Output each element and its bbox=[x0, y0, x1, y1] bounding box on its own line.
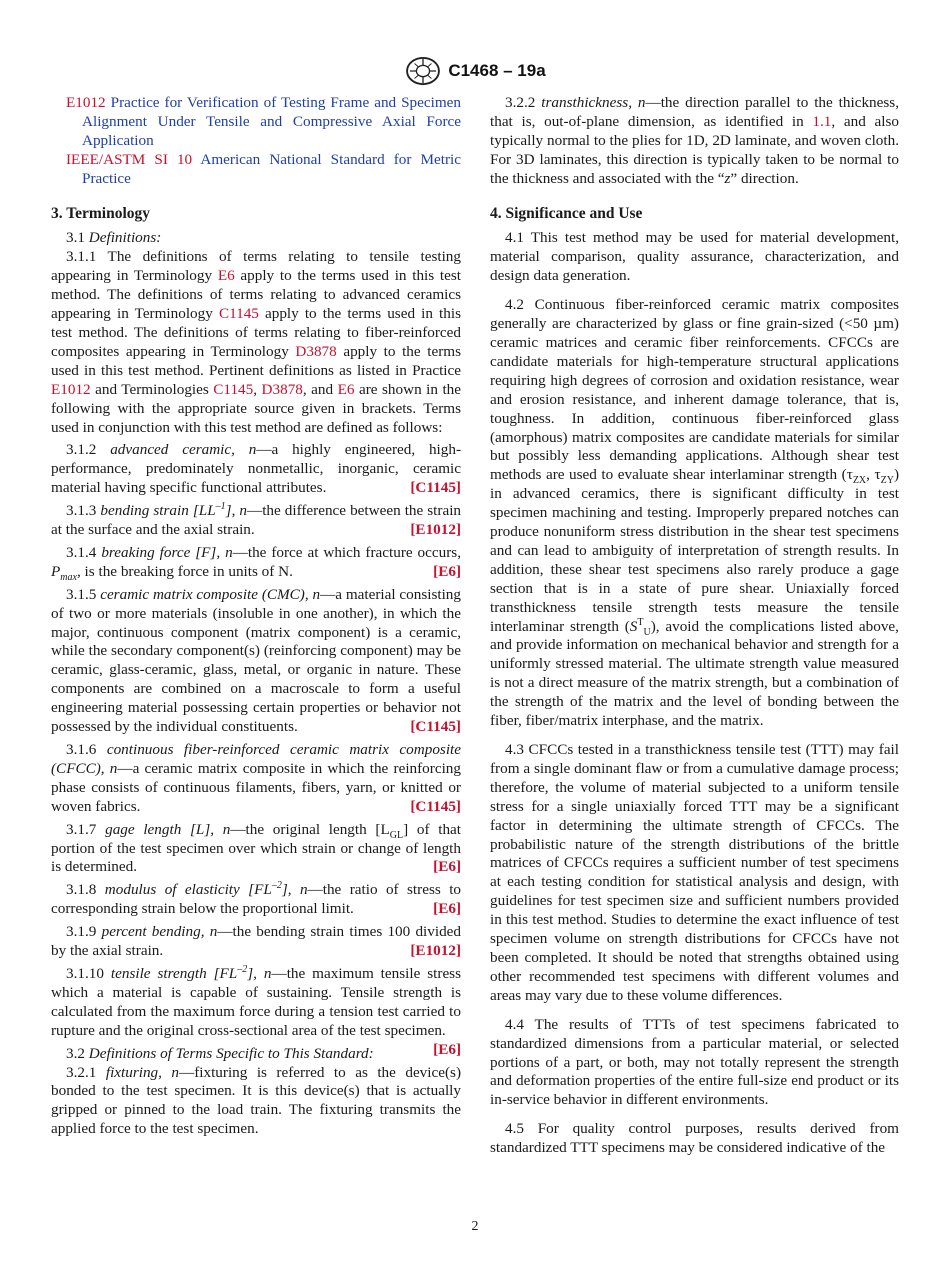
ref-code-link[interactable]: E1012 bbox=[66, 94, 106, 111]
para-3-1-10: 3.1.10 tensile strength $[FL^{-2}]$, n—the maximum tensile stress which a material is capable of sustaining. Tensile strength is calculated from the maximum force during a tension test carried to rupture and the original cross-sectional area of the test specimen. [E6] bbox=[51, 963, 462, 1058]
para-4-3: 4.3 CFCCs tested in a transthickness tensile test (TTT) may fail from a single dominant flaw or from a cumulative damage process; therefore, the volume of material subjected to a uniform tensile stress for a single uniaxially forced TTT may be a significant factor in determining the ultimate strength of CFCCs. The probabilistic nature of the strength distributions of the brittle matrices of CFCCs requires a sufficient number of test specimens at each testing condition for statistical analysis and design, with guidelines for test specimen size and sufficient numbers provided in this test method. Studies to determine the exact influence of test specimen volume on strength distributions for CFCCs have not been completed. It should be noted that strengths obtained using other recommended test specimens with different volumes and areas may vary due to these volume differences. bbox=[490, 741, 899, 1004]
designation: C1468 – 19a bbox=[448, 61, 546, 80]
source-link[interactable]: [C1145] bbox=[410, 718, 461, 736]
source-link[interactable]: [E6] bbox=[433, 1040, 461, 1058]
para-3-1-1: 3.1.1 The definitions of terms relating to tensile testing appearing in Terminology E6 apply to the terms used in this test method. The definitions of terms relating to advanced ceramics appearing in Terminology C1145 apply to the terms used in this test method. The definitions of terms relating to fiber-reinforced composites appearing in Terminology D3878 apply to the terms used in this test method. Pertinent definitions as listed in Practice E1012 and Terminologies C1145, D3878, and E6 are shown in the following with the appropriate source given in brackets. Terms used in conjunction with this test method are defined as follows: bbox=[51, 248, 462, 436]
source-link[interactable]: [C1145] bbox=[410, 479, 461, 497]
source-link[interactable]: [E6] bbox=[433, 900, 461, 918]
page-header bbox=[0, 55, 950, 87]
source-link[interactable]: [C1145] bbox=[410, 797, 461, 815]
link-e6[interactable]: E6 bbox=[217, 267, 235, 285]
para-3-1-9: 3.1.9 percent bending, n—the bending strain times 100 divided by the axial strain. [E1012] bbox=[51, 923, 462, 960]
page-number: 2 bbox=[471, 1219, 479, 1234]
para-3-1-4: 3.1.4 breaking force [F], n—the force at which fracture occurs, $P_{max}$, is the breaking force in units of N. [E6] bbox=[51, 543, 461, 583]
link-e6[interactable]: E6 bbox=[337, 380, 355, 398]
reference-si10 bbox=[51, 151, 461, 189]
para-3-1: 3.1 Definitions: bbox=[66, 229, 162, 247]
ref-code-link[interactable]: IEEE/ASTM SI 10 bbox=[66, 150, 193, 168]
para-3-1-3: 3.1.3 bending strain $[LL^{-1}]$, n—the difference between the strain at the surface and the axial strain. [E1012] bbox=[51, 501, 462, 539]
para-3-1-6: 3.1.6 continuous fiber-reinforced ceramic matrix composite (CFCC), n—a ceramic matrix composite in which the reinforcing phase consists of continuous filaments, fibers, yarn, or knitted or woven fabrics. [C1145] bbox=[51, 741, 462, 815]
right-column bbox=[490, 94, 899, 1162]
section-heading-significance: 4. Significance and Use bbox=[490, 204, 643, 222]
link-c1145[interactable]: C1145 bbox=[213, 380, 254, 398]
para-3-2: 3.2 Definitions of Terms Specific to This Standard: bbox=[66, 1044, 374, 1062]
para-3-1-5: 3.1.5 ceramic matrix composite (CMC), n—a material consisting of two or more materials (insoluble in one another), in which the major, continuous component (matrix component) is a ceramic, while the secondary component(s) (reinforcing component) may be ceramic, glass-ceramic, glass, metal, or organic in nature. These components are combined on a macroscale to form a useful engineering material possessing certain properties or behavior not possessed by the individual constituents. [C1145] bbox=[51, 585, 461, 736]
para-4-2: 4.2 Continuous fiber-reinforced ceramic matrix composites generally are characterized by glass or fine grain-sized (<50 µm) ceramic matrices and ceramic fiber reinforcements. CFCCs are candidate materials for high-temperature structural applications requiring high degrees of corrosion and oxidation resistance, wear and erosion resistance, and inherent damage tolerance, that is, toughness. In addition, continuous fiber-reinforced glass (amorphous) matrix composites are candidate materials for similar but possibly less demanding applications. Although shear test methods are used to evaluate shear interlaminar strength ($\tau_{ZX}$, $\tau_{ZY}$) in advanced ceramics, there is significant difficulty in test specimen machining and testing. Improperly prepared notches can produce nonuniform stress distribution in the shear test specimens and can lead to ambiguity of interpretation of strength results. In addition, these shear test specimens also rarely produce a gage section that is in a state of pure shear. Uniaxially forced transthickness tensile strength tests measure the tensile interlaminar strength $(S^T_U)$, avoid the complications listed above, and provide information on mechanical behavior and strength for a uniformly stressed material. The ultimate strength value measured is not a direct measure of the matrix strength, but a combination of the strength of the matrix and the level of bonding between the fiber, fiber/matrix interphase, and the matrix. bbox=[490, 296, 899, 730]
para-3-1-8: 3.1.8 modulus of elasticity $[FL^{-2}]$, n—the ratio of stress to corresponding strain below the proportional limit. [E6] bbox=[51, 880, 462, 918]
astm-logo-icon bbox=[404, 56, 442, 86]
para-4-5: 4.5 For quality control purposes, results derived from standardized TTT specimens may be considered indicative of the bbox=[490, 1120, 899, 1157]
ref-title-link[interactable]: Practice for Verification of Testing Frame and Specimen Alignment Under Tensile and Compressive Axial Force Application bbox=[82, 94, 461, 149]
ref-title-link[interactable]: American National Standard for Metric Practice bbox=[82, 150, 461, 187]
para-3-1-2: 3.1.2 advanced ceramic, n—a highly engineered, high-performance, predominately nonmetallic, inorganic, ceramic material having specific functional attributes. [C1145] bbox=[51, 441, 462, 497]
para-4-4: 4.4 The results of TTTs of test specimens fabricated to standardized dimensions from a particular material, or selected portions of a part, or both, may not totally represent the strength and deformation properties of the entire full-size end product or its in-service behavior in different environments. bbox=[490, 1015, 899, 1109]
left-column bbox=[51, 94, 461, 1143]
link-section-1-1[interactable]: 1.1 bbox=[812, 112, 832, 130]
link-d3878[interactable]: D3878 bbox=[261, 380, 303, 398]
source-link[interactable]: [E1012] bbox=[410, 521, 461, 539]
reference-e1012 bbox=[51, 94, 461, 151]
para-3-2-2: 3.2.2 transthickness, n—the direction parallel to the thickness, that is, out-of-plane dimension, as identified in 1.1, and also typically normal to the plies for 1D, 2D laminate, and woven cloth. For 3D laminates, this direction is typically taken to be normal to the thickness and associated with the “z” direction. bbox=[490, 94, 899, 187]
para-3-2-1: 3.2.1 fixturing, n—fixturing is referred to as the device(s) bonded to the test specimen. It is this device(s) that is actually gripped or pinned to the load train. The fixturing transmits the applied force to the test specimen. bbox=[51, 1063, 462, 1138]
link-d3878[interactable]: D3878 bbox=[295, 342, 337, 360]
link-e1012[interactable]: E1012 bbox=[51, 380, 91, 398]
para-4-1: 4.1 This test method may be used for material development, material comparison, quality assurance, characterization, and design data generation. bbox=[490, 229, 899, 285]
source-link[interactable]: [E1012] bbox=[410, 942, 461, 960]
link-c1145[interactable]: C1145 bbox=[218, 305, 259, 323]
para-3-1-7: 3.1.7 gage length [L], n—the original length $[L_{GL}]$ of that portion of the test specimen over which strain or change of length is determined. [E6] bbox=[51, 820, 462, 876]
source-link[interactable]: [E6] bbox=[433, 562, 461, 580]
section-heading-terminology: 3. Terminology bbox=[51, 204, 151, 222]
source-link[interactable]: [E6] bbox=[433, 858, 461, 876]
